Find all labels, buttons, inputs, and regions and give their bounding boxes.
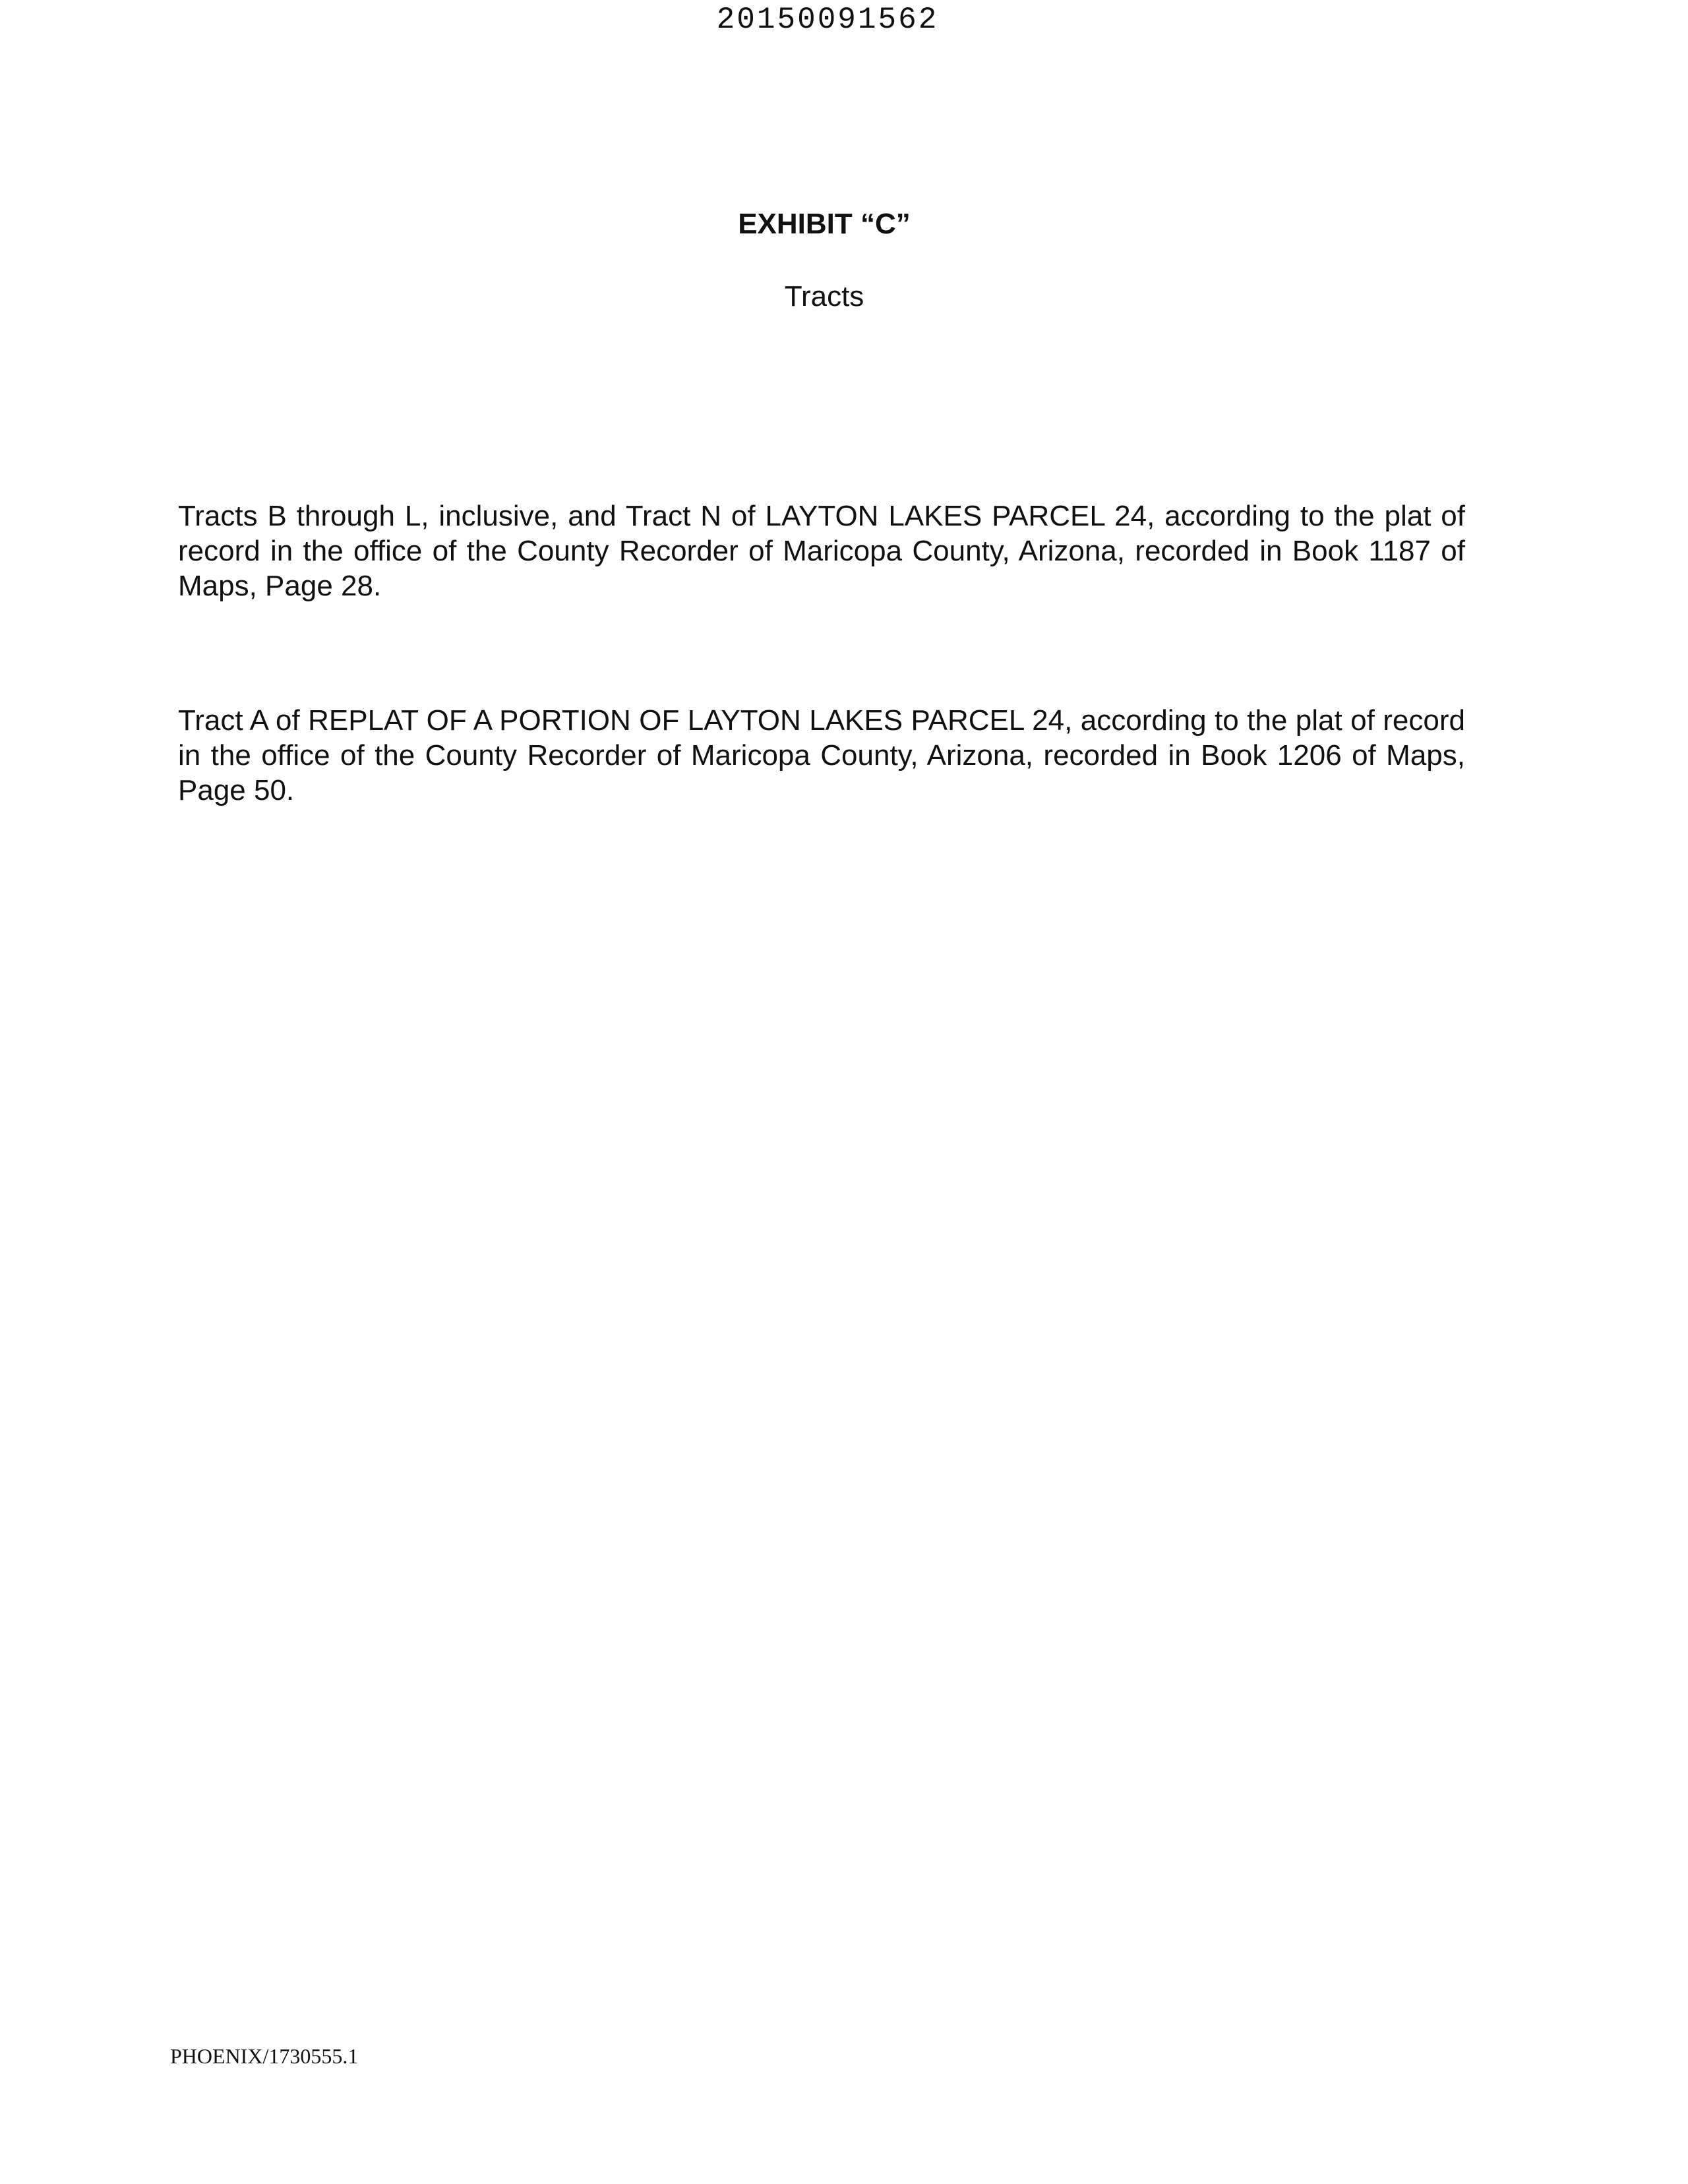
footer-document-id: PHOENIX/1730555.1	[170, 2044, 359, 2068]
tract-description-paragraph: Tracts B through L, inclusive, and Tract N of LAYTON LAKES PARCEL 24, according to the plat of record in the office of the County Recorder of Maricopa County, Arizona, recorded in Book 1187 of Maps, Page 28.	[178, 500, 1465, 602]
recording-number: 20150091562	[716, 3, 939, 37]
replat-description-paragraph: Tract A of REPLAT OF A PORTION OF LAYTON LAKES PARCEL 24, according to the plat of record in the office of the County Recorder of Maricopa County, Arizona, recorded in Book 1206 of Maps, Page 50.	[178, 704, 1465, 806]
exhibit-subtitle: Tracts	[784, 280, 864, 313]
exhibit-title: EXHIBIT “C”	[738, 208, 911, 240]
